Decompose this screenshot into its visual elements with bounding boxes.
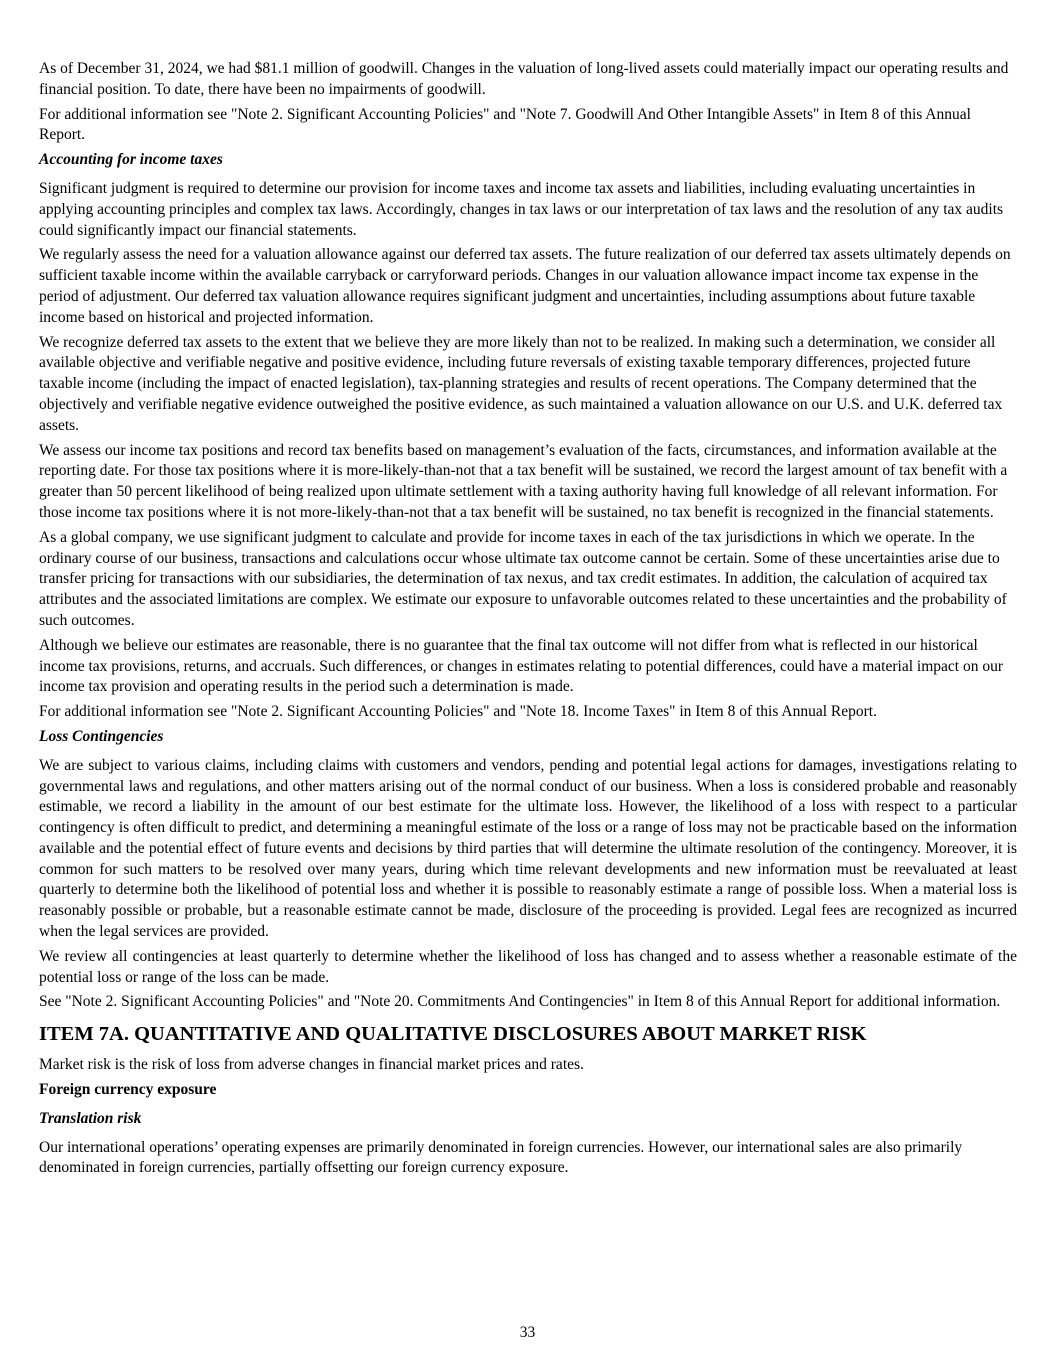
- paragraph-tax-judgment: Significant judgment is required to determine our provision for income taxes and income tax assets and liabilities, including evaluating uncertainties in applying accounting principles and complex tax laws. Accordingly, changes in tax laws or our interpretation of tax laws and the resolution of any tax audits could significantly impact our financial statements.: [39, 179, 1004, 239]
- paragraph-claims: We are subject to various claims, including claims with customers and vendors, pending and potential legal actions for damages, investigations relating to governmental laws and regulations, and other matters arising out of the normal conduct of our business. When a loss is considered probable and reasonably estimable, we record a liability in the amount of our best estimate for the ultimate loss. However, the likelihood of a loss with respect to a particular contingency is often difficult to predict, and determining a meaningful estimate of the loss or a range of loss may not be practicable based on the information available and the potential effect of future events and decisions by third parties that will determine the ultimate resolution of the contingency. Moreover, it is common for such matters to be resolved over many years, during which time relevant developments and new information must be reevaluated at least quarterly to determine both the likelihood of potential loss and whether it is possible to reasonably estimate a range of possible loss. When a material loss is reasonably possible or probable, but a reasonable estimate cannot be made, disclosure of the proceeding is provided. Legal fees are recognized as incurred when the legal services are provided.: [39, 756, 1017, 941]
- heading-translation-risk: Translation risk: [39, 1109, 142, 1127]
- heading-foreign-currency-exposure: Foreign currency exposure: [39, 1081, 217, 1099]
- paragraph-deferred-tax-assets: We recognize deferred tax assets to the extent that we believe they are more likely than not to be realized. In making such a determination, we consider all available objective and verifiable negative and positive evidence, including future reversals of existing taxable temporary differences, projected future taxable income (including the impact of enacted legislation), tax-planning strategies and results of recent operations. The Company determined that the objectively and verifiable negative evidence outweighed the positive evidence, as such maintained a valuation allowance on our U.S. and U.K. deferred tax assets.: [39, 333, 1003, 434]
- heading-accounting-for-income-taxes: Accounting for income taxes: [39, 151, 223, 169]
- paragraph-estimates: Although we believe our estimates are reasonable, there is no guarantee that the final tax outcome will not differ from what is reflected in our historical income tax provisions, returns, and accruals. Such differences, or changes in estimates relating to potential differences, could have a material impact on our income tax provision and operating results in the period such a determination is made.: [39, 636, 1003, 696]
- paragraph-tax-reference: For additional information see "Note 2. Significant Accounting Policies" and "Note 18. Income Taxes" in Item 8 of this Annual Report.: [39, 703, 877, 721]
- paragraph-goodwill-reference: For additional information see "Note 2. Significant Accounting Policies" and "Note 7. Goodwill And Other Intangible Assets" in Item 8 of this Annual Report.: [39, 105, 971, 144]
- paragraph-global-company: As a global company, we use significant judgment to calculate and provide for income taxes in each of the tax jurisdictions in which we operate. In the ordinary course of our business, transactions and calculations occur whose ultimate tax outcome cannot be certain. Some of these uncertainties arise due to transfer pricing for transactions with our subsidiaries, the determination of tax nexus, and tax credit estimates. In addition, the calculation of acquired tax attributes and the associated limitations are complex. We estimate our exposure to unfavorable outcomes related to these uncertainties and the probability of such outcomes.: [39, 528, 1007, 629]
- paragraph-translation-risk: Our international operations’ operating expenses are primarily denominated in foreign currencies. However, our international sales are also primarily denominated in foreign currencies, partially offsetting our foreign currency exposure.: [39, 1138, 963, 1177]
- paragraph-tax-positions: We assess our income tax positions and record tax benefits based on management’s evaluation of the facts, circumstances, and information available at the reporting date. For those tax positions where it is more-likely-than-not that a tax benefit will be sustained, we record the largest amount of tax benefit with a greater than 50 percent likelihood of being realized upon ultimate settlement with a taxing authority having full knowledge of all relevant information. For those income tax positions where it is not more-likely-than-not that a tax benefit will be sustained, no tax benefit is recognized in the financial statements.: [39, 441, 1008, 521]
- paragraph-contingencies-reference: See "Note 2. Significant Accounting Policies" and "Note 20. Commitments And Contingencies" in Item 8 of this Annual Report for additional information.: [39, 993, 1001, 1011]
- page-number: 33: [519, 1324, 536, 1341]
- heading-loss-contingencies: Loss Contingencies: [39, 727, 164, 745]
- paragraph-review-contingencies: We review all contingencies at least quarterly to determine whether the likelihood of loss has changed and to assess whether a reasonable estimate of the potential loss or range of the loss can be made.: [39, 947, 1017, 986]
- document-page: [39, 59, 1017, 1183]
- heading-item-7a: ITEM 7A. QUANTITATIVE AND QUALITATIVE DISCLOSURES ABOUT MARKET RISK: [39, 1023, 867, 1046]
- paragraph-goodwill: As of December 31, 2024, we had $81.1 million of goodwill. Changes in the valuation of long-lived assets could materially impact our operating results and financial position. To date, there have been no impairments of goodwill.: [39, 60, 1009, 98]
- paragraph-valuation-allowance: We regularly assess the need for a valuation allowance against our deferred tax assets. The future realization of our deferred tax assets ultimately depends on sufficient taxable income within the available carryback or carryforward periods. Changes in our valuation allowance impact income tax expense in the period of adjustment. Our deferred tax valuation allowance requires significant judgment and uncertainties, including assumptions about future taxable income based on historical and projected information.: [39, 246, 1011, 326]
- paragraph-market-risk: Market risk is the risk of loss from adverse changes in financial market prices and rates.: [39, 1056, 584, 1074]
